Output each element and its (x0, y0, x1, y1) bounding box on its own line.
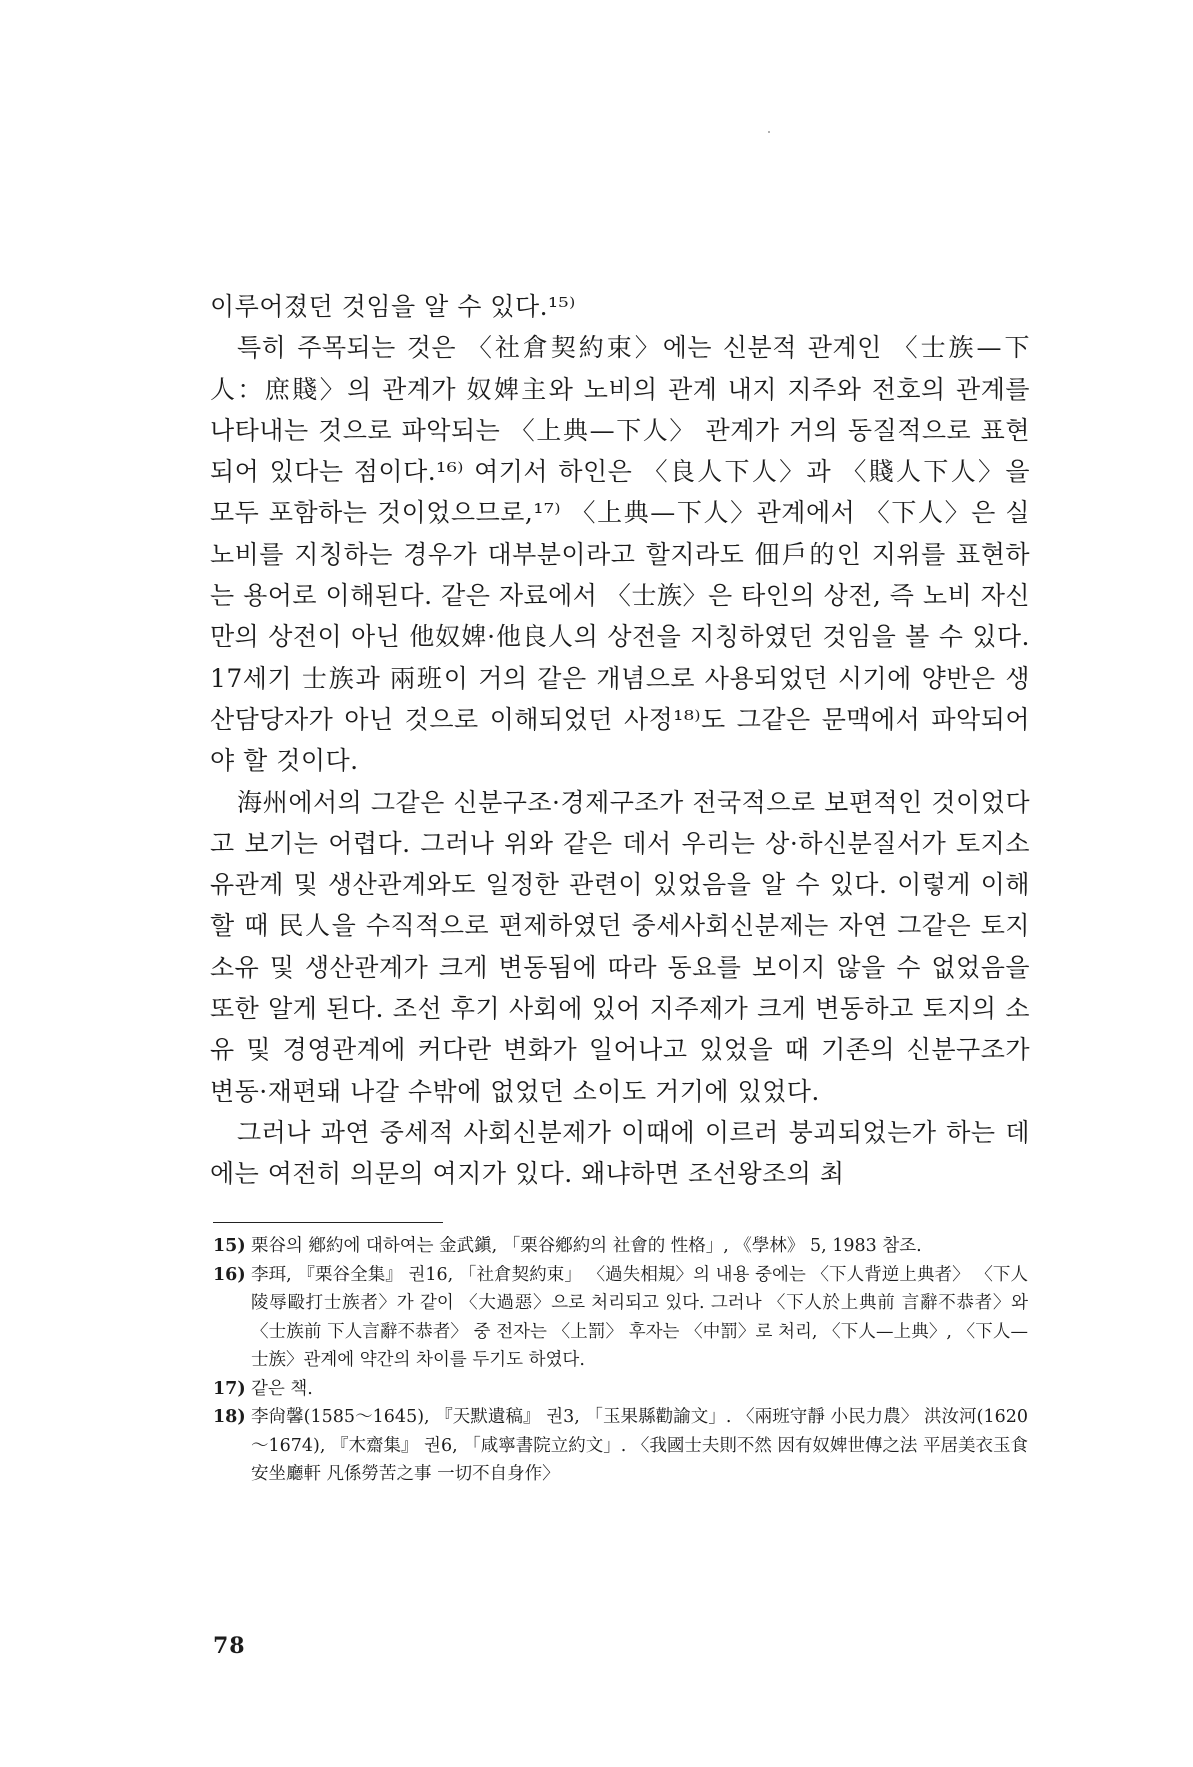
footnotes (213, 1232, 1028, 1489)
paragraph-1: 이루어졌던 것임을 알 수 있다.¹⁵⁾ (210, 292, 576, 321)
paragraph-2: 특히 주목되는 것은 〈社倉契約束〉에는 신분적 관계인 〈士族—下人：庶賤〉의 관계가 奴婢主와 노비의 관계 내지 지주와 전호의 관계를 나타내는 것으로 파악되는 〈上典—下人〉 관계가 거의 동질적으로 표현되어 있다는 점이다.¹⁶⁾ 여기서 하인은 〈良人下人〉과 〈賤人下人〉을 모두 포함하는 것이었으므로,¹⁷⁾ 〈上典—下人〉관계에서 〈下人〉은 실 노비를 지칭하는 경우가 대부분이라고 할지라도 佃戶的인 지위를 표현하는 용어로 이해된다. 같은 자료에서 〈士族〉은 타인의 상전, 즉 노비 자신만의 상전이 아닌 他奴婢·他良人의 상전을 지칭하였던 것임을 볼 수 있다. 17세기 士族과 兩班이 거의 같은 개념으로 사용되었던 시기에 양반은 생산담당자가 아닌 것으로 이해되었던 사정¹⁸⁾도 그같은 문맥에서 파악되어야 할 것이다. (210, 333, 1030, 776)
footnote-number: 17) (213, 1378, 246, 1399)
scan-speck (768, 131, 770, 133)
footnote-text: 李珥, 『栗谷全集』 권16, 「社倉契約束」 〈過失相規〉의 내용 중에는 〈下人背逆上典者〉 〈下人陵辱毆打士族者〉가 같이 〈大過惡〉으로 처리되고 있다. 그러나 〈下人於上典前 言辭不恭者〉와 〈士族前 下人言辭不恭者〉 중 전자는 〈上罰〉 후자는 〈中罰〉로 처리, 〈下人—上典〉, 〈下人—士族〉관계에 약간의 차이를 두기도 하였다. (251, 1264, 1028, 1370)
footnote-text: 栗谷의 鄕約에 대하여는 金武鎭, 「栗谷鄕約의 社會的 性格」, 《學林》 5, 1983 참조. (251, 1236, 922, 1256)
footnote-divider (213, 1222, 443, 1223)
footnote-17 (213, 1375, 1028, 1404)
footnote-text: 李尙馨(1585～1645), 『天默遺稿』 권3, 「玉果縣勸諭文」. 〈兩班守靜 小民力農〉 洪汝河(1620～1674), 『木齋集』 권6, 「咸寧書院立約文」. 〈我國士夫則不然 因有奴婢世傳之法 平居美衣玉食安坐廳軒 凡係勞苦之事 一切不自身作〉 (251, 1407, 1028, 1484)
footnote-15 (213, 1232, 1028, 1261)
footnote-16 (213, 1261, 1028, 1375)
footnote-text: 같은 책. (251, 1378, 313, 1399)
footnote-number: 18) (213, 1407, 246, 1427)
paragraph-3: 海州에서의 그같은 신분구조·경제구조가 전국적으로 보편적인 것이었다고 보기는 어렵다. 그러나 위와 같은 데서 우리는 상·하신분질서가 토지소유관계 및 생산관계와도 일정한 관련이 있었음을 알 수 있다. 이렇게 이해할 때 民人을 수직적으로 편제하였던 중세사회신분제는 자연 그같은 토지소유 및 생산관계가 크게 변동됨에 따라 동요를 보이지 않을 수 없었음을 또한 알게 된다. 조선 후기 사회에 있어 지주제가 크게 변동하고 토지의 소유 및 경영관계에 커다란 변화가 일어나고 있었을 때 기존의 신분구조가 변동·재편돼 나갈 수밖에 없었던 소이도 거기에 있었다. (210, 787, 1030, 1106)
paragraph-4: 그러나 과연 중세적 사회신분제가 이때에 이르러 붕괴되었는가 하는 데에는 여전히 의문의 여지가 있다. 왜냐하면 조선왕조의 최 (210, 1117, 1030, 1189)
page-number: 78 (213, 1633, 246, 1659)
footnote-number: 15) (213, 1236, 246, 1256)
footnote-18 (213, 1403, 1028, 1489)
footnote-number: 16) (213, 1264, 246, 1285)
body-text (210, 286, 1030, 1195)
